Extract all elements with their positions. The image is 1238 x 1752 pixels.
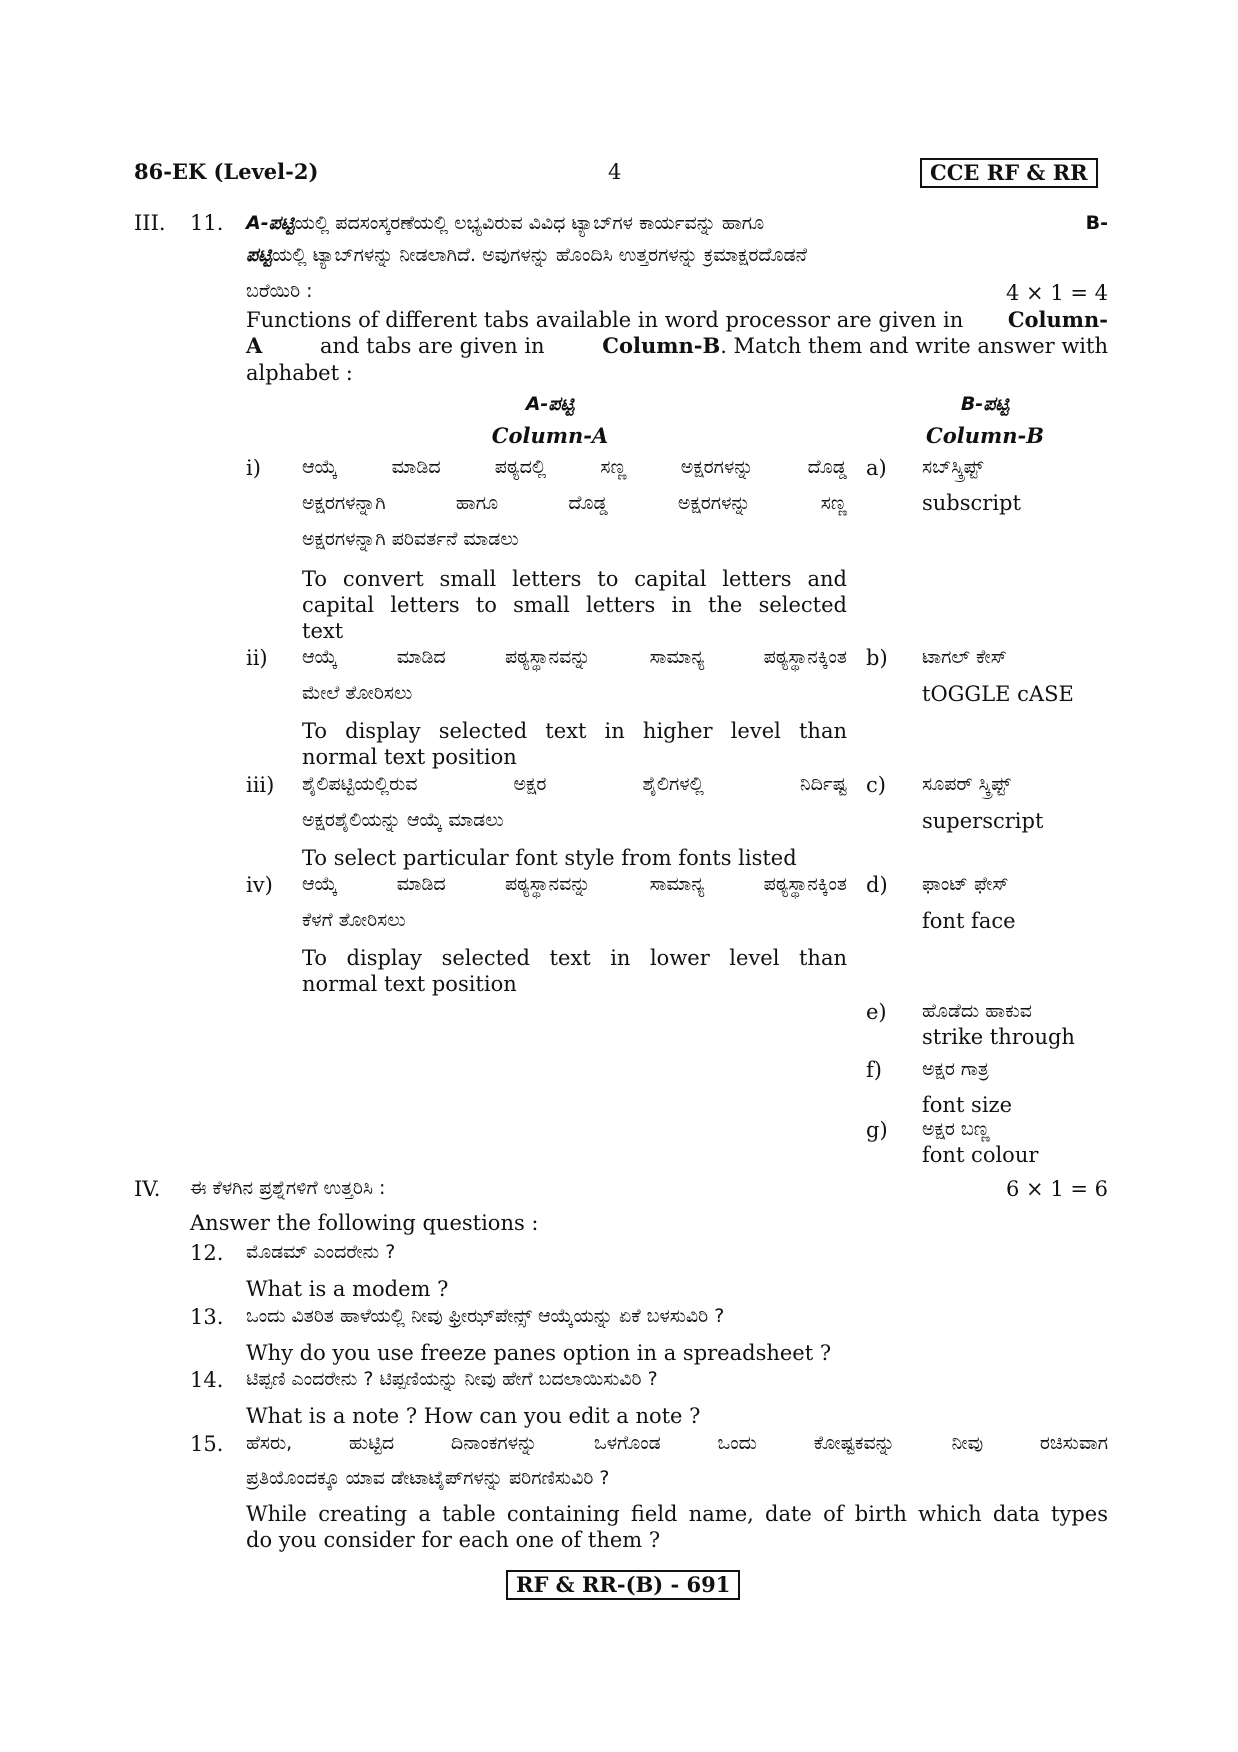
- column-label-a: A: [246, 333, 263, 358]
- question-number: 11.: [190, 211, 224, 235]
- question-kn-text-2: ಯಲ್ಲಿ ಟ್ಯಾಬ್‌ಗಳನ್ನು ನೀಡಲಾಗಿದೆ. ಅವುಗಳನ್ನು ಹೊಂದಿಸಿ ಉತ್ತರಗಳನ್ನು ಕ್ರಮಾಕ್ಷರದೊಡನೆ: [271, 244, 807, 266]
- question-en-line-2: [246, 334, 1108, 358]
- option-kn: ಟಾಗಲ್ ಕೇಸ್: [922, 646, 1007, 668]
- option-letter: d): [866, 873, 888, 897]
- column-a-heading: Column-A: [491, 423, 609, 448]
- option-kn: ಅಕ್ಷರ ಗಾತ್ರ: [922, 1058, 989, 1080]
- column-label: Column-: [1007, 307, 1108, 332]
- question-kn: ಹೆಸರು, ಹುಟ್ಟಿದ ದಿನಾಂಕಗಳನ್ನು ಒಳಗೊಂಡ ಒಂದು ಕೋಷ್ಟಕವನ್ನು ನೀವು ರಚಿಸುವಾಗ: [246, 1432, 1108, 1454]
- question-kn-line-3: ಬರೆಯಿರಿ :: [246, 280, 313, 302]
- item-en-line: To convert small letters to capital letters and: [302, 567, 847, 591]
- question-en-line-3: alphabet :: [246, 361, 353, 385]
- column-b-label: B-: [1085, 212, 1108, 234]
- option-letter: f): [866, 1058, 882, 1082]
- option-letter: b): [866, 646, 888, 670]
- exam-box: CCE RF & RR: [920, 158, 1098, 188]
- option-kn: ಫಾಂಟ್ ಫೇಸ್: [922, 873, 1009, 895]
- item-en-line: text: [302, 619, 344, 643]
- column-label-b: Column-B: [602, 333, 721, 358]
- item-kn-line: ಕೆಳಗೆ ತೋರಿಸಲು: [302, 909, 406, 931]
- item-en-line: To display selected text in lower level than: [302, 946, 847, 970]
- question-number: 12.: [190, 1241, 224, 1265]
- item-en-line: normal text position: [302, 745, 517, 769]
- paper-code: 86-EK (Level-2): [134, 159, 319, 184]
- column-b-kn-heading: B-ಪಟ್ಟಿ: [960, 393, 1010, 415]
- item-en-line: normal text position: [302, 972, 517, 996]
- question-kn-line-1: [246, 211, 1108, 235]
- question-en-text-3: . Match them and write answer with: [720, 334, 1108, 358]
- column-a-kn-heading: A-ಪಟ್ಟಿ: [525, 393, 575, 415]
- question-kn: ಮೊಡಮ್ ಎಂದರೇನು ?: [246, 1241, 396, 1263]
- option-en: font face: [922, 909, 1016, 933]
- section-number: IV.: [134, 1177, 161, 1201]
- item-kn-line: ಅಕ್ಷರಶೈಲಿಯನ್ನು ಆಯ್ಕೆ ಮಾಡಲು: [302, 809, 504, 831]
- question-kn-text: ಯಲ್ಲಿ ಪದಸಂಸ್ಕರಣೆಯಲ್ಲಿ ಲಭ್ಯವಿರುವ ವಿವಿಧ ಟ್ಯಾಬ್‌ಗಳ ಕಾರ್ಯವನ್ನು ಹಾಗೂ: [294, 212, 765, 234]
- section-number: III.: [134, 211, 166, 235]
- question-en-text-2: and tabs are given in: [320, 334, 545, 358]
- item-number: iv): [246, 873, 273, 897]
- question-en: What is a note ? How can you edit a note ?: [246, 1404, 701, 1428]
- item-kn-line: ಅಕ್ಷರಗಳನ್ನಾಗಿ ಹಾಗೂ ದೊಡ್ಡ ಅಕ್ಷರಗಳನ್ನು ಸಣ್ಣ: [302, 492, 847, 514]
- item-number: i): [246, 456, 261, 480]
- option-en: strike through: [922, 1025, 1075, 1049]
- item-kn-line: ಶೈಲಿಪಟ್ಟಿಯಲ್ಲಿರುವ ಅಕ್ಷರ ಶೈಲಿಗಳಲ್ಲಿ ನಿರ್ದಿಷ್ಟ: [302, 773, 847, 795]
- question-en: What is a modem ?: [246, 1277, 449, 1301]
- column-b-heading: Column-B: [926, 423, 1044, 448]
- column-a-label: A-ಪಟ್ಟಿ: [246, 212, 295, 234]
- option-letter: c): [866, 773, 886, 797]
- option-en: font colour: [922, 1143, 1039, 1167]
- section-kn-title: ಈ ಕೆಳಗಿನ ಪ್ರಶ್ನೆಗಳಿಗೆ ಉತ್ತರಿಸಿ :: [190, 1177, 386, 1199]
- question-number: 13.: [190, 1305, 224, 1329]
- question-kn-line-2: [246, 243, 807, 267]
- item-kn-line: ಅಕ್ಷರಗಳನ್ನಾಗಿ ಪರಿವರ್ತನೆ ಮಾಡಲು: [302, 528, 519, 550]
- marks: 6 × 1 = 6: [1006, 1177, 1108, 1201]
- item-en-line: To display selected text in higher level than: [302, 719, 847, 743]
- question-en: Why do you use freeze panes option in a spreadsheet ?: [246, 1341, 832, 1365]
- item-en-line: capital letters to small letters in the selected: [302, 593, 847, 617]
- item-kn-line: ಆಯ್ಕೆ ಮಾಡಿದ ಪಠ್ಯಸ್ಥಾನವನ್ನು ಸಾಮಾನ್ಯ ಪಠ್ಯಸ್ಥಾನಕ್ಕಿಂತ: [302, 646, 847, 668]
- option-kn: ಸೂಪರ್ ಸ್ಕ್ರಿಪ್ಟ್: [922, 773, 1011, 795]
- option-letter: g): [866, 1118, 888, 1142]
- question-en: do you consider for each one of them ?: [246, 1528, 661, 1552]
- question-kn: ಒಂದು ವಿತರಿತ ಹಾಳೆಯಲ್ಲಿ ನೀವು ಫ್ರೀಝ್‌ಪೇನ್ಸ್ ಆಯ್ಕೆಯನ್ನು ಏಕೆ ಬಳಸುವಿರಿ ?: [246, 1305, 725, 1327]
- option-letter: e): [866, 1000, 887, 1024]
- option-en: font size: [922, 1093, 1013, 1117]
- question-en-text: Functions of different tabs available in word processor are given in: [246, 308, 964, 332]
- question-en: While creating a table containing field name, date of birth which data types: [246, 1502, 1108, 1526]
- footer-code-box: RF & RR-(B) - 691: [506, 1570, 740, 1600]
- item-number: iii): [246, 773, 275, 797]
- page-number: 4: [608, 160, 622, 184]
- option-en: superscript: [922, 809, 1044, 833]
- item-kn-line: ಮೇಲೆ ತೋರಿಸಲು: [302, 682, 413, 704]
- column-b-label-2: ಪಟ್ಟಿ: [246, 244, 272, 266]
- question-number: 15.: [190, 1432, 224, 1456]
- question-number: 14.: [190, 1368, 224, 1392]
- option-kn: ಅಕ್ಷರ ಬಣ್ಣ: [922, 1118, 990, 1140]
- option-kn: ಹೊಡೆದು ಹಾಕುವ: [922, 1000, 1032, 1022]
- item-kn-line: ಆಯ್ಕೆ ಮಾಡಿದ ಪಠ್ಯಸ್ಥಾನವನ್ನು ಸಾಮಾನ್ಯ ಪಠ್ಯಸ್ಥಾನಕ್ಕಿಂತ: [302, 873, 847, 895]
- option-en: subscript: [922, 491, 1021, 515]
- item-kn-line: ಆಯ್ಕೆ ಮಾಡಿದ ಪಠ್ಯದಲ್ಲಿ ಸಣ್ಣ ಅಕ್ಷರಗಳನ್ನು ದೊಡ್ಡ: [302, 456, 847, 478]
- item-en-line: To select particular font style from fonts listed: [302, 846, 797, 870]
- question-kn: ಪ್ರತಿಯೊಂದಕ್ಕೂ ಯಾವ ಡೇಟಾಟೈಪ್‌ಗಳನ್ನು ಪರಿಗಣಿಸುವಿರಿ ?: [246, 1467, 610, 1489]
- option-kn: ಸಬ್‌ಸ್ಕ್ರಿಪ್ಟ್: [922, 456, 984, 478]
- marks: 4 × 1 = 4: [1006, 281, 1108, 305]
- section-en-title: Answer the following questions :: [190, 1211, 539, 1235]
- question-en-line-1: [246, 308, 1108, 332]
- option-letter: a): [866, 456, 887, 480]
- question-kn: ಟಿಪ್ಪಣಿ ಎಂದರೇನು ? ಟಿಪ್ಪಣಿಯನ್ನು ನೀವು ಹೇಗೆ ಬದಲಾಯಿಸುವಿರಿ ?: [246, 1368, 658, 1390]
- option-en: tOGGLE cASE: [922, 682, 1074, 706]
- item-number: ii): [246, 646, 268, 670]
